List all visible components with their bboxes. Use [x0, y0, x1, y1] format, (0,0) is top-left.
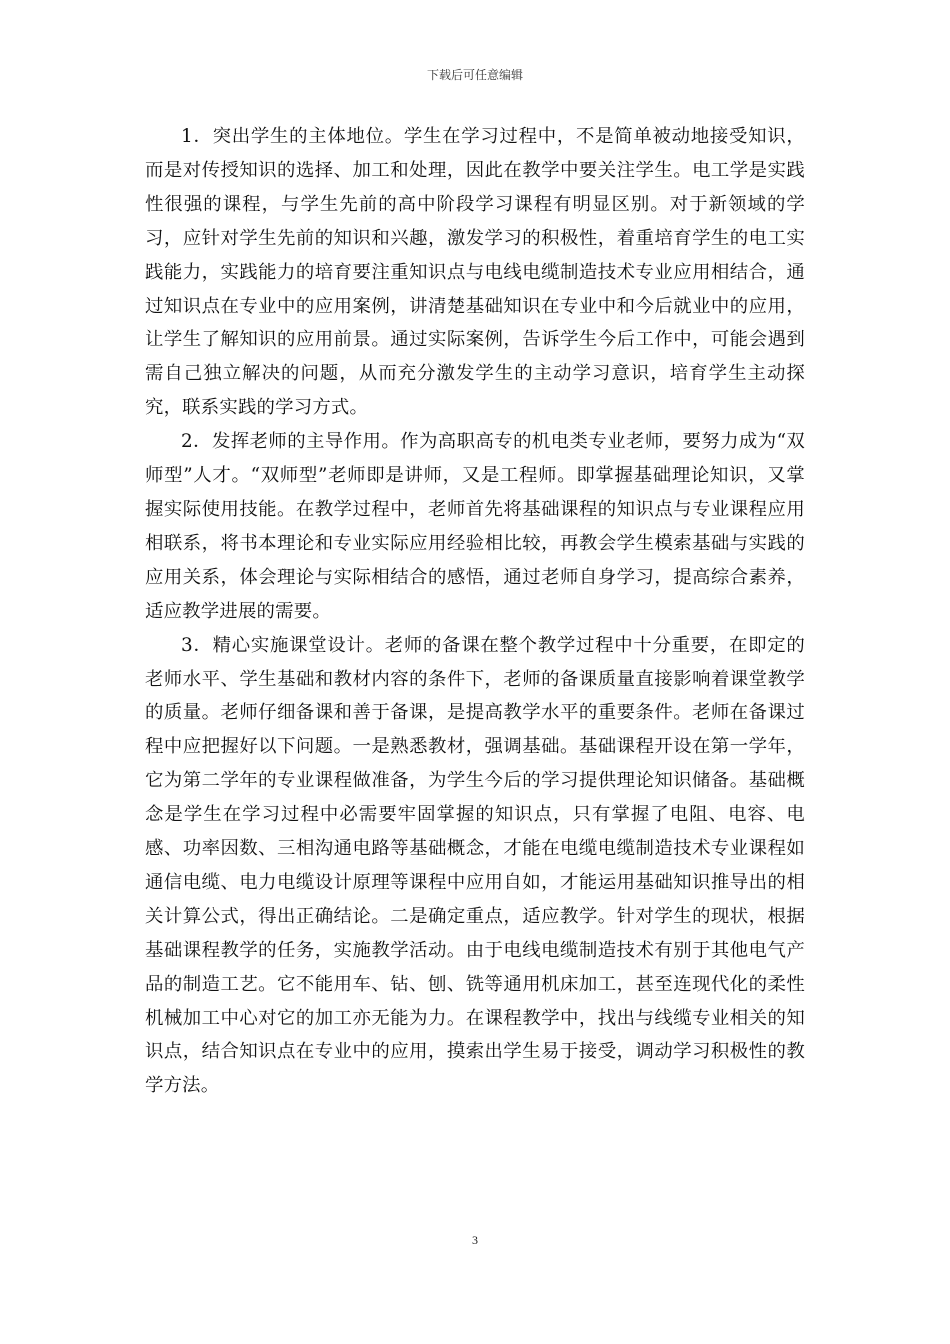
paragraph-1: 1．突出学生的主体地位。学生在学习过程中，不是简单被动地接受知识，而是对传授知识的选择、加工和处理，因此在教学中要关注学生。电工学是实践性很强的课程，与学生先前的高中阶段学习课程有明显区别。对于新领域的学习，应针对学生先前的知识和兴趣，激发学习的积极性，着重培育学生的电工实践能力，实践能力的培育要注重知识点与电线电缆制造技术专业应用相结合，通过知识点在专业中的应用案例，讲清楚基础知识在专业中和今后就业中的应用，让学生了解知识的应用前景。通过实际案例，告诉学生今后工作中，可能会遇到需自己独立解决的问题，从而充分激发学生的主动学习意识，培育学生主动探究，联系实践的学习方式。 — [145, 126, 805, 419]
paragraph-2: 2．发挥老师的主导作用。作为高职高专的机电类专业老师，要努力成为“双师型”人才。“双师型”老师即是讲师，又是工程师。即掌握基础理论知识，又掌握实际使用技能。在教学过程中，老师首先将基础课程的知识点与专业课程应用相联系，将书本理论和专业实际应用经验相比较，再教会学生模索基础与实践的应用关系，体会理论与实际相结合的感悟，通过老师自身学习，提高综合素养，适应教学进展的需要。 — [145, 431, 805, 622]
page-number: 3 — [472, 1233, 478, 1247]
paragraph-3: 3．精心实施课堂设计。老师的备课在整个教学过程中十分重要，在即定的老师水平、学生基础和教材内容的条件下，老师的备课质量直接影响着课堂教学的质量。老师仔细备课和善于备课，是提高教学水平的重要条件。老师在备课过程中应把握好以下问题。一是熟悉教材，强调基础。基础课程开设在第一学年，它为第二学年的专业课程做准备，为学生今后的学习提供理论知识储备。基础概念是学生在学习过程中必需要牢固掌握的知识点，只有掌握了电阻、电容、电感、功率因数、三相沟通电路等基础概念，才能在电缆电缆制造技术专业课程如通信电缆、电力电缆设计原理等课程中应用自如，才能运用基础知识推导出的相关计算公式，得出正确结论。二是确定重点，适应教学。针对学生的现状，根据基础课程教学的任务，实施教学活动。由于电线电缆制造技术有别于其他电气产品的制造工艺。它不能用车、钻、刨、铣等通用机床加工，甚至连现代化的柔性机械加工中心对它的加工亦无能为力。在课程教学中，找出与线缆专业相关的知识点，结合知识点在专业中的应用，摸索出学生易于接受，调动学习积极性的教学方法。 — [145, 634, 805, 1097]
document-body — [145, 120, 805, 1103]
page-header-note: 下载后可任意编辑 — [426, 68, 523, 82]
